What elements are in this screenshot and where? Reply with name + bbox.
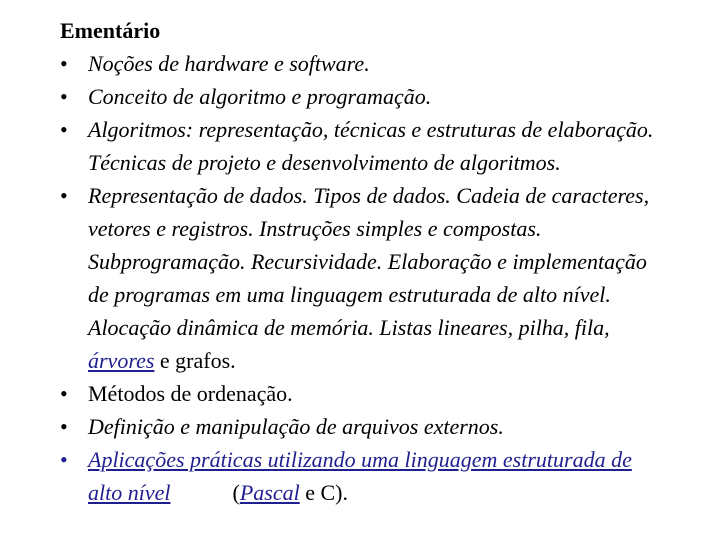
list-item — [60, 80, 670, 113]
list-item — [60, 113, 670, 179]
bullet-icon: • — [60, 117, 68, 142]
item-text: Algoritmos: representação, técnicas e estruturas de elaboração. Técnicas de projeto e desenvolvimento de algoritmos. — [88, 117, 654, 175]
list-item — [60, 377, 670, 410]
bullet-icon: • — [60, 381, 68, 406]
item-text: Conceito de algoritmo e programação. — [88, 84, 432, 109]
item-text: Representação de dados. Tipos de dados. Cadeia de caracteres, vetores e registros. Instruções simples e compostas. Subprogramação. Recursividade. Elaboração e implementação de programas em uma linguagem estruturada de alto nível. Alocação dinâmica de memória. Listas lineares, pilha, fila, — [88, 183, 650, 340]
item-tail: e C). — [299, 480, 348, 505]
link-aplicacoes[interactable]: Aplicações práticas utilizando uma linguagem estruturada de alto nível — [88, 447, 632, 505]
item-text: Noções de hardware e software. — [88, 51, 370, 76]
list-item — [60, 179, 670, 377]
section-title: Ementário — [60, 18, 161, 43]
bullet-icon: • — [60, 51, 68, 76]
link-arvores[interactable]: árvores — [88, 348, 155, 373]
bullet-icon: • — [60, 84, 68, 109]
item-text: Definição e manipulação de arquivos externos. — [88, 414, 504, 439]
bullet-icon: • — [60, 447, 68, 472]
syllabus-list — [60, 47, 670, 509]
slide-content — [60, 14, 670, 509]
list-item — [60, 47, 670, 80]
list-item — [60, 410, 670, 443]
bullet-icon: • — [60, 183, 68, 208]
bullet-icon: • — [60, 414, 68, 439]
link-pascal[interactable]: Pascal — [239, 480, 300, 505]
list-item — [60, 443, 670, 509]
item-tail: e grafos. — [154, 348, 236, 373]
paren-open: ( — [232, 480, 240, 505]
item-text: Métodos de ordenação. — [88, 381, 293, 406]
